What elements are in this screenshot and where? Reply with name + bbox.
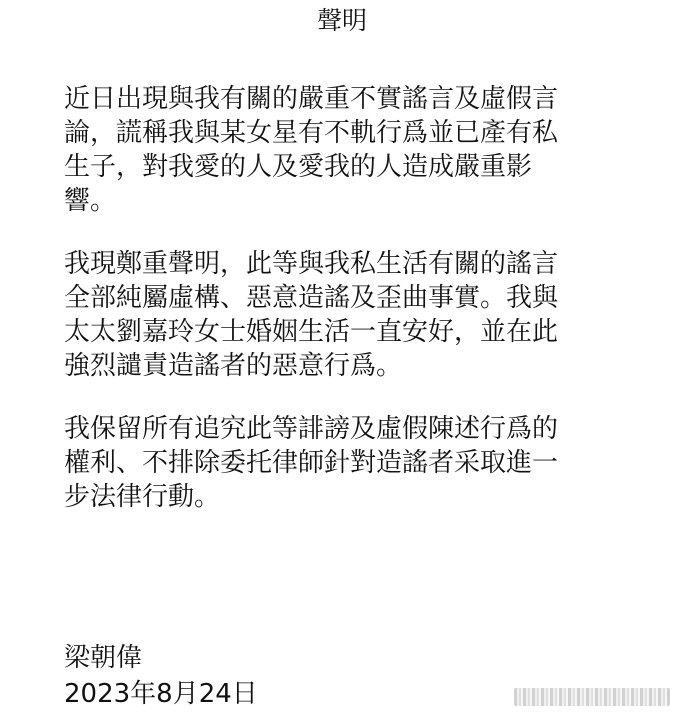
text-line: 權利、不排除委托律師針對造謠者采取進一 — [64, 448, 559, 478]
text-line: 強烈譴責造謠者的惡意行爲。 — [64, 351, 403, 381]
text-line: 步法律行動。 — [64, 482, 221, 512]
text-line: 太太劉嘉玲女士婚姻生活一直安好，並在此 — [64, 317, 559, 347]
text-line: 全部純屬虛構、惡意造謠及歪曲事實。我與 — [64, 283, 559, 313]
statement-title: 聲明 — [316, 6, 367, 35]
text-line: 響。 — [64, 186, 117, 216]
text-line: 我現鄭重聲明，此等與我私生活有關的謠言 — [64, 249, 559, 279]
text-line: 近日出現與我有關的嚴重不實謠言及虛假言 — [64, 84, 559, 114]
text-line: 我保留所有追究此等誹謗及虛假陳述行爲的 — [64, 414, 559, 444]
text-line: 生子，對我愛的人及愛我的人造成嚴重影 — [64, 152, 533, 182]
signature-name: 梁朝偉 — [64, 643, 143, 673]
signature-date: 2023年8月24日 — [64, 679, 258, 709]
signature-block — [64, 640, 258, 712]
text-line: 論，謊稱我與某女星有不軌行爲並已產有私 — [64, 118, 559, 148]
paragraph-3 — [64, 412, 664, 514]
paragraph-1 — [64, 82, 664, 218]
blurred-watermark — [514, 688, 670, 706]
paragraph-2 — [64, 247, 664, 383]
statement-body — [64, 82, 664, 543]
